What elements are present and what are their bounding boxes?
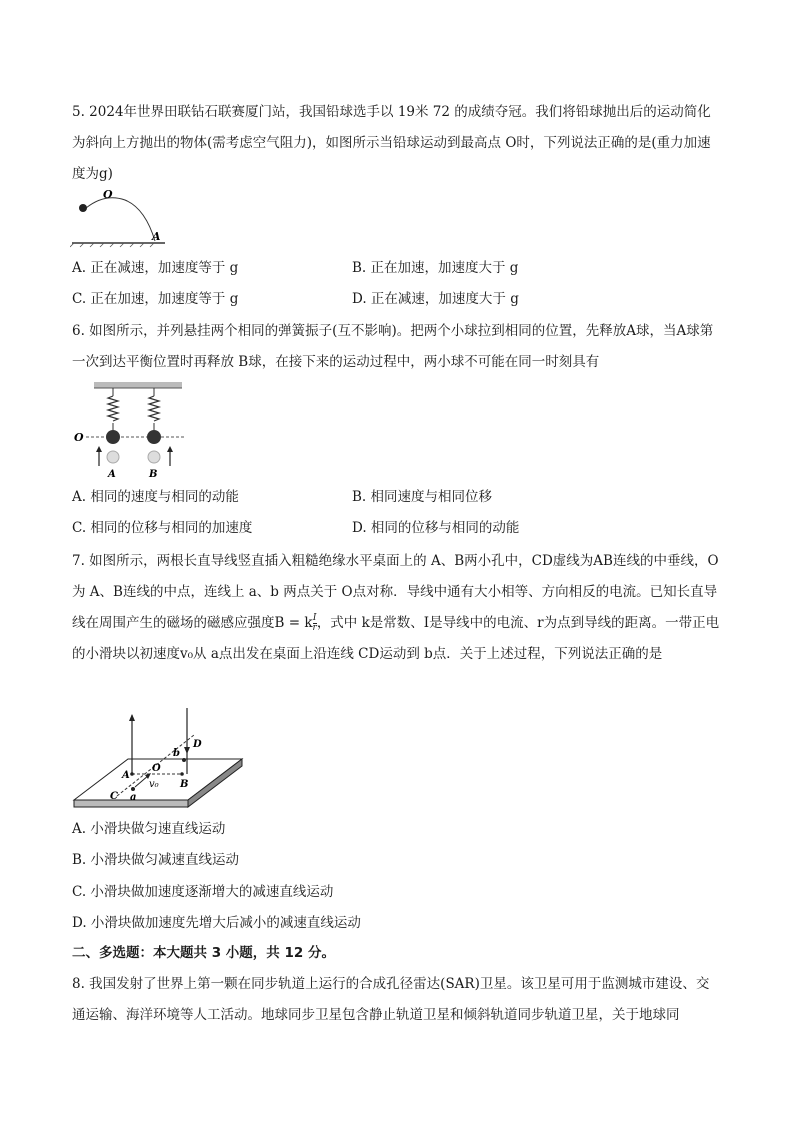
q6-option-d[interactable]: D. 相同的位移与相同的动能 [352,520,520,536]
arrow-a-icon [96,446,102,452]
trajectory-curve [86,198,155,241]
current-up-arrow-icon [129,714,135,721]
arrow-b-icon [167,446,173,452]
q8-stem: 8. 我国发射了世界上第一颗在同步轨道上运行的合成孔径雷达(SAR)卫星。该卫星可用于监测城市建设、交通运输、海洋环境等人工活动。地球同步卫星包含静止轨道卫星和倾斜轨道同步轨道卫星，关于地球同 [72,976,710,1023]
point-b [182,758,186,762]
q5-stem: 5. 2024年世界田联钻石联赛厦门站，我国铅球选手以 19米 72 的成绩夺冠。我们将铅球抛出后的运动简化为斜向上方抛出的物体(需考虑空气阻力)，如图所示当铅球运动到最高点 O时，下列说法正确的是(重力加速度为g) [72,104,711,182]
q6-option-c[interactable]: C. 相同的位移与相同的加速度 [72,520,253,536]
ball-b-released [148,451,160,463]
spring-a [108,396,118,421]
section-2-heading: 二、多选题：本大题共 3 小题，共 12 分。 [72,945,335,961]
label-upper-b: B [180,779,189,790]
label-o: O [152,763,161,774]
q7-option-d[interactable]: D. 小滑块做加速度先增大后减小的减速直线运动 [72,915,361,931]
label-a: A [108,469,116,480]
point-a [131,787,135,791]
ball-b [147,430,161,444]
label-lower-b: b [173,748,180,759]
q7-stem-part2: ，式中 k是常数、I是导线中的电流、r为点到导线的距离。一带正电的小滑块以初速度v₀从 a点出发在桌面上沿连线 CD运动到 b点．关于上述过程，下列说法正确的是 [72,615,720,662]
label-d: D [193,739,202,750]
q7-stem [72,546,722,670]
spring-b [149,396,159,421]
q7-option-c[interactable]: C. 小滑块做加速度逐渐增大的减速直线运动 [72,884,334,900]
label-b: B [149,469,158,480]
ceiling-bar [94,382,182,388]
shot-ball [79,204,87,212]
label-lower-a: a [130,792,137,803]
q5-option-c[interactable]: C. 正在加速，加速度等于 g [72,291,239,307]
q7-option-a[interactable]: A. 小滑块做匀速直线运动 [72,821,226,837]
q7-option-b[interactable]: B. 小滑块做匀减速直线运动 [72,852,240,868]
q6-option-a[interactable]: A. 相同的速度与相同的动能 [72,489,239,505]
ball-a-released [107,451,119,463]
label-o: O [103,188,113,201]
label-a: A [152,230,161,243]
current-down-arrow-icon [184,747,190,754]
label-v0: v₀ [149,779,159,790]
q5-option-d[interactable]: D. 正在减速，加速度大于 g [352,291,519,307]
q6-option-b[interactable]: B. 相同速度与相同位移 [352,489,493,505]
q7-wire-figure [72,705,247,815]
label-upper-a: A [122,770,130,781]
q6-spring-figure [72,380,187,480]
q7-fraction: $\frac{I}{r}$ [312,613,317,633]
ball-a [106,430,120,444]
label-c: C [110,791,118,802]
label-o: O [74,431,84,444]
q5-trajectory-figure [70,188,170,248]
q7-stem-part1: 7. 如图所示，两根长直导线竖直插入粗糙绝缘水平桌面上的 A、B两小孔中，CD虚线为AB连线的中垂线，O为 A、B连线的中点，连线上 a、b 两点关于 O点对称．导线中通有大小相等、方向相反的电流。已知长直导线在周围产生的磁场的磁感应强度B = k [72,553,719,631]
q6-stem: 6. 如图所示，并列悬挂两个相同的弹簧振子(互不影响)。把两个小球拉到相同的位置，先释放A球，当A球第一次到达平衡位置时再释放 B球，在接下来的运动过程中，两小球不可能在同一时刻具有 [72,323,714,370]
q5-option-a[interactable]: A. 正在减速，加速度等于 g [72,260,239,276]
q5-option-b[interactable]: B. 正在加速，加速度大于 g [352,260,519,276]
